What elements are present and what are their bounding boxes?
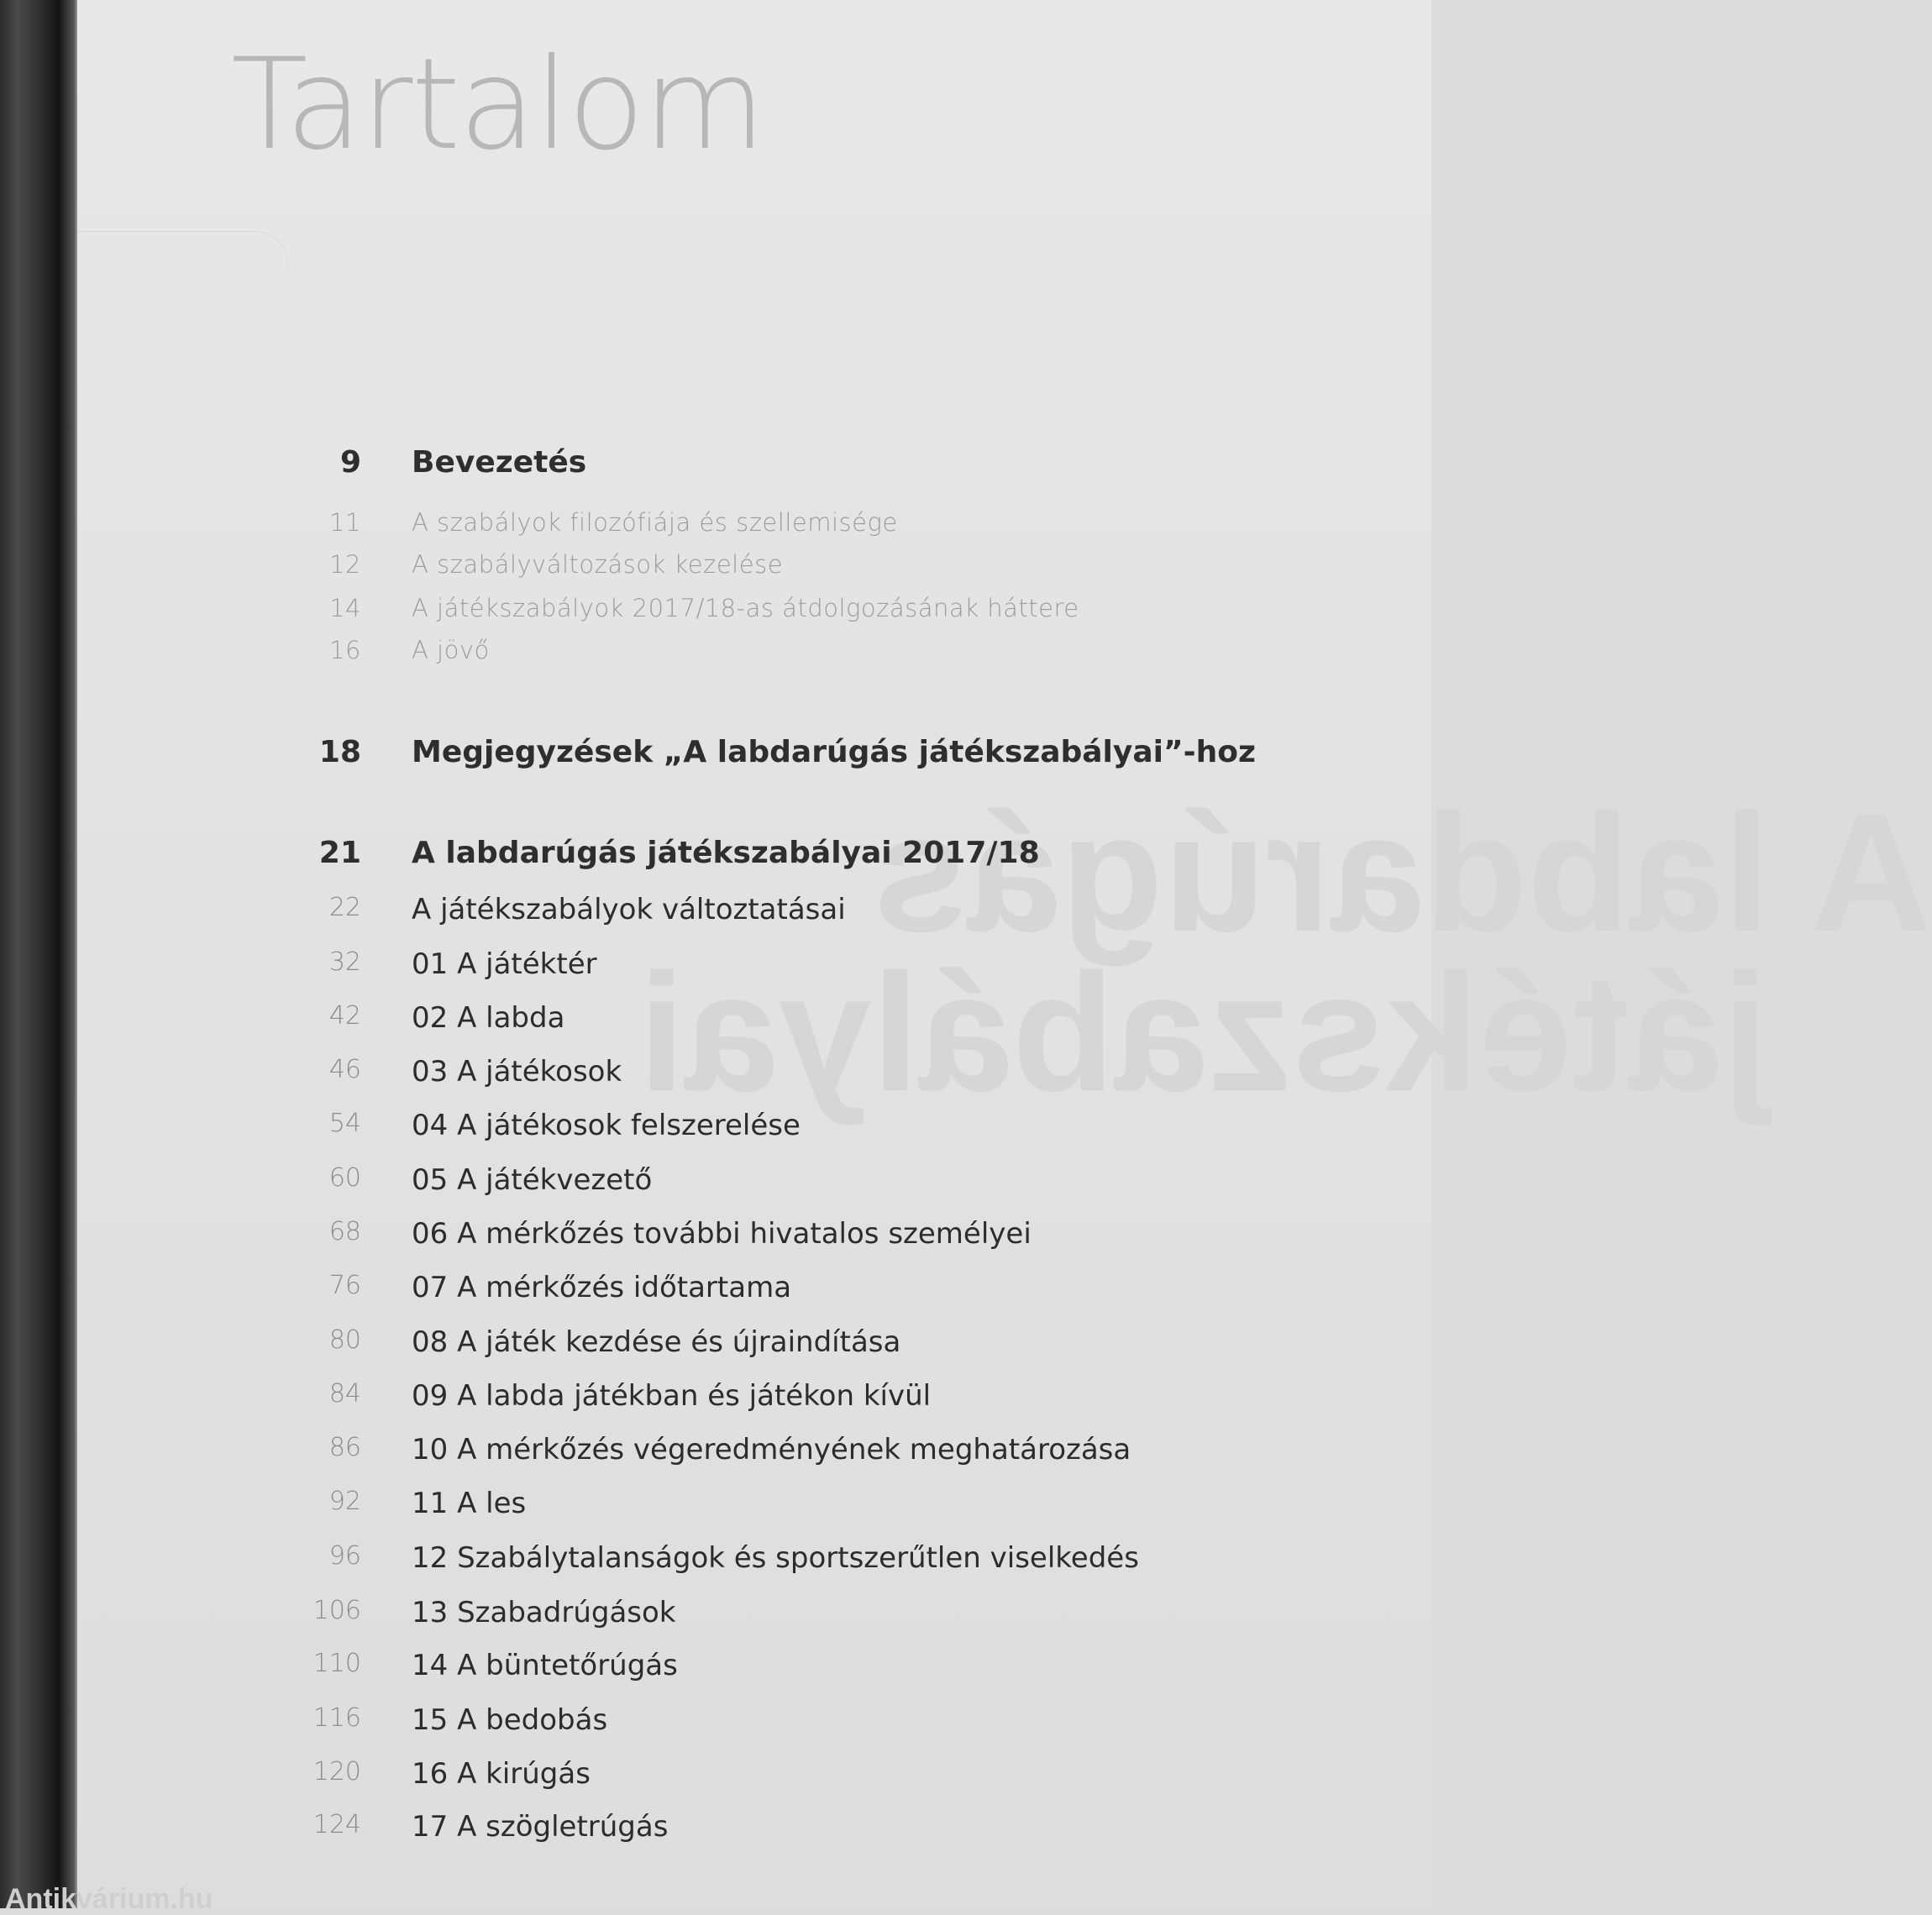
- toc-label: 05 A játékvezető: [412, 1163, 653, 1197]
- toc-page-number: 14: [329, 594, 361, 622]
- decorative-corner-line: [77, 231, 288, 265]
- toc-page-number: 32: [328, 947, 361, 977]
- toc-page-number: 84: [328, 1379, 361, 1409]
- watermark-line-1: A labdarúgás: [874, 779, 1932, 967]
- toc-page-number: 86: [328, 1433, 361, 1462]
- toc-page-number: 46: [328, 1055, 361, 1084]
- toc-page-number: 106: [312, 1596, 361, 1625]
- toc-label: 06 A mérkőzés további hivatalos személyei: [412, 1217, 1032, 1251]
- toc-label: 07 A mérkőzés időtartama: [412, 1271, 792, 1304]
- toc-page-number: 120: [312, 1757, 361, 1786]
- toc-label: 02 A labda: [412, 1001, 565, 1035]
- toc-label: 01 A játéktér: [412, 947, 597, 981]
- page-title: Tartalom: [231, 32, 764, 178]
- toc-label: 14 A büntetőrúgás: [412, 1649, 678, 1682]
- toc-page-number: 9: [339, 445, 361, 480]
- toc-label: 13 Szabadrúgások: [412, 1596, 676, 1629]
- toc-page-number: 42: [328, 1001, 361, 1031]
- toc-label: 11 A les: [412, 1487, 527, 1520]
- toc-label: 08 A játék kezdése és újraindítása: [412, 1325, 901, 1359]
- toc-page-number: 11: [329, 508, 361, 537]
- toc-label: A szabályváltozások kezelése: [412, 550, 784, 579]
- toc-label: A labdarúgás játékszabályai 2017/18: [412, 836, 1040, 870]
- toc-page-number: 21: [318, 836, 361, 870]
- toc-label: 17 A szögletrúgás: [412, 1810, 669, 1844]
- toc-label: 03 A játékosok: [412, 1055, 622, 1089]
- toc-label: Bevezetés: [412, 445, 587, 480]
- toc-label: 15 A bedobás: [412, 1703, 608, 1737]
- toc-label: 04 A játékosok felszerelése: [412, 1109, 801, 1142]
- toc-page-number: 18: [318, 735, 361, 769]
- toc-page-number: 22: [328, 893, 361, 922]
- toc-label: A szabályok filozófiája és szellemisége: [412, 508, 898, 537]
- toc-page-number: 124: [312, 1810, 361, 1839]
- toc-label: 09 A labda játékban és játékon kívül: [412, 1379, 932, 1413]
- toc-page-number: 54: [328, 1109, 361, 1138]
- toc-page-number: 110: [312, 1649, 361, 1678]
- watermark-line-2: játékszabályai: [638, 939, 1769, 1126]
- toc-page-number: 116: [312, 1703, 361, 1733]
- toc-label: 16 A kirúgás: [412, 1757, 591, 1791]
- toc-page-number: 68: [328, 1217, 361, 1246]
- book-spine: [0, 0, 77, 1908]
- toc-page-number: 12: [329, 550, 361, 579]
- toc-page-number: 96: [328, 1541, 361, 1571]
- toc-label: 10 A mérkőzés végeredményének meghatározása: [412, 1433, 1131, 1466]
- toc-label: A jövő: [412, 636, 490, 664]
- toc-page-number: 76: [328, 1271, 361, 1300]
- toc-label: A játékszabályok 2017/18-as átdolgozásának háttere: [412, 594, 1079, 622]
- toc-label: 12 Szabálytalanságok és sportszerűtlen viselkedés: [412, 1541, 1139, 1575]
- toc-page-number: 92: [328, 1487, 361, 1516]
- toc-page-number: 16: [329, 636, 361, 664]
- footer-watermark: Antikvárium.hu: [5, 1883, 213, 1915]
- toc-label: Megjegyzések „A labdarúgás játékszabályai”-hoz: [412, 735, 1256, 769]
- toc-page-number: 60: [328, 1163, 361, 1193]
- toc-label: A játékszabályok változtatásai: [412, 893, 846, 926]
- toc-page-number: 80: [328, 1325, 361, 1355]
